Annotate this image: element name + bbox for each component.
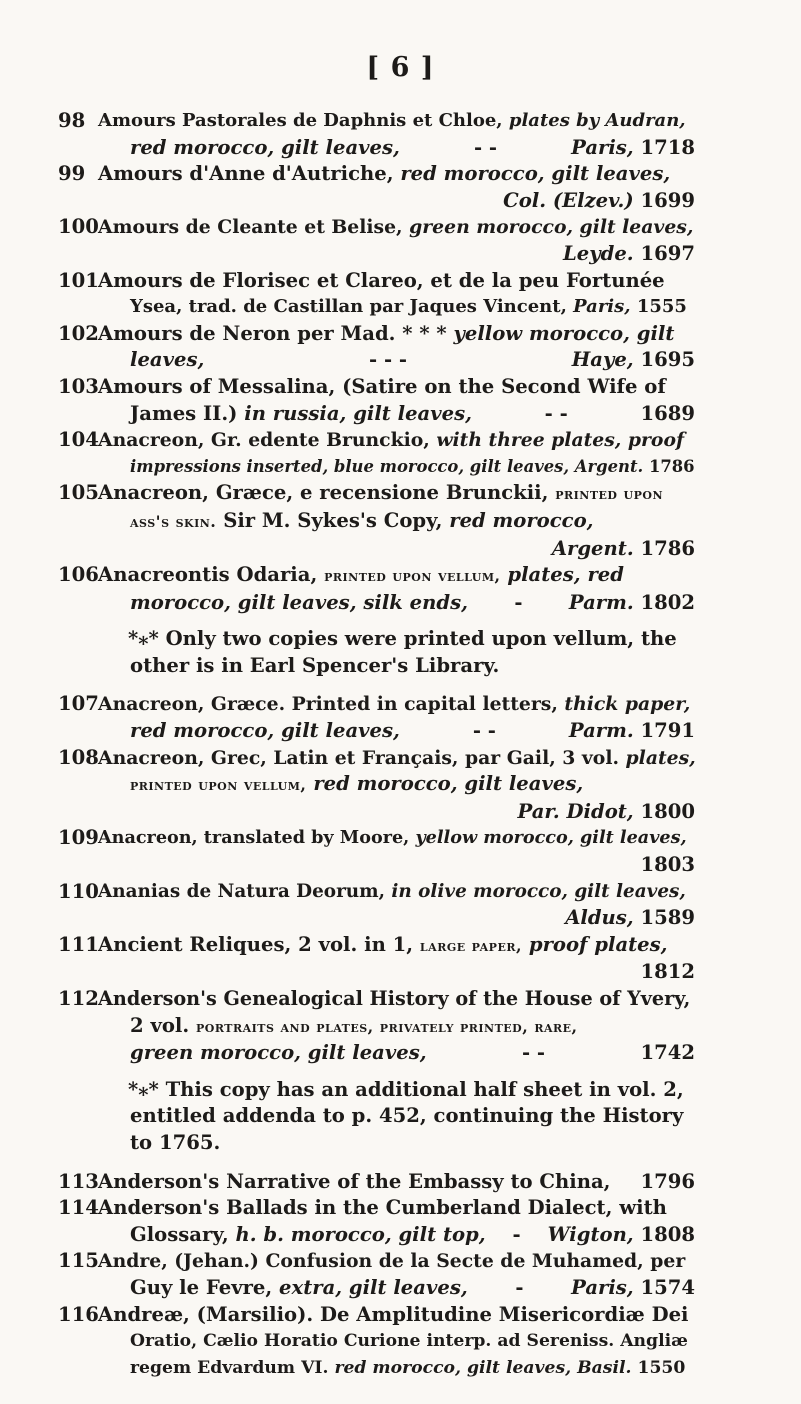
entry-114 [58, 1195, 695, 1248]
entry-number: 100 [58, 215, 99, 239]
entry-111 [58, 932, 695, 986]
entry-line: green morocco, gilt leaves, - - 1742 [130, 1041, 695, 1065]
page-number: [ 6 ] [366, 52, 435, 83]
note-line: entitled addenda to p. 452, continuing the History [130, 1104, 684, 1128]
entry-line: Guy le Fevre, extra, gilt leaves, - Paris, 1574 [130, 1275, 695, 1299]
entry-line: Anacreon, translated by Moore, yellow morocco, gilt leaves, [98, 827, 687, 849]
entry-113 [58, 1169, 695, 1196]
entry-line: Anacreon, Gr. edente Brunckio, with three plates, proof [98, 429, 685, 452]
entry-line: Ananias de Natura Deorum, in olive morocco, gilt leaves, [98, 880, 686, 902]
entry-line: Col. (Elzev.) 1699 [503, 188, 695, 212]
entry-line: Ancient Reliques, 2 vol. in 1, large paper, proof plates, [98, 932, 668, 956]
entry-101 [58, 268, 695, 321]
entry-line: red morocco, gilt leaves, - - Parm. 1791 [130, 719, 695, 743]
entry-line: Anderson's Ballads in the Cumberland Dialect, with [98, 1196, 667, 1220]
entry-112 [58, 986, 695, 1067]
entry-number: 98 [58, 109, 86, 132]
catalogue-entries [58, 108, 696, 1381]
entry-line: Anderson's Narrative of the Embassy to China, 1796 [98, 1169, 695, 1193]
entry-line: leaves, - - - Haye, 1695 [130, 348, 695, 372]
entry-line: Argent. 1786 [551, 536, 695, 560]
entry-number: 112 [58, 987, 99, 1010]
entry-line: Anderson's Genealogical History of the House of Yvery, [98, 987, 691, 1010]
entry-98 [58, 108, 695, 161]
entry-line: Amours de Neron per Mad. * * * yellow morocco, gilt [98, 321, 675, 345]
entry-number: 116 [58, 1302, 99, 1326]
entry-number: 110 [58, 879, 99, 903]
entry-number: 105 [58, 481, 99, 505]
entry-number: 114 [58, 1196, 99, 1220]
entry-line: printed upon vellum, red morocco, gilt leaves, [130, 772, 584, 796]
entry-line: Par. Didot, 1800 [517, 799, 695, 823]
entry-line: Amours d'Anne d'Autriche, red morocco, gilt leaves, [98, 162, 671, 186]
entry-109 [58, 825, 695, 878]
entry-104 [58, 427, 695, 480]
entry-number: 104 [58, 428, 99, 452]
entry-number: 103 [58, 374, 99, 398]
entry-line: regem Edvardum VI. red morocco, gilt leaves, Basil. 1550 [130, 1357, 686, 1378]
note-line: other is in Earl Spencer's Library. [130, 653, 500, 677]
entry-line: Glossary, h. b. morocco, gilt top, - Wigton, 1808 [130, 1222, 695, 1246]
entry-line: James II.) in russia, gilt leaves, - - 1689 [130, 401, 695, 425]
entry-line: 1812 [640, 960, 695, 984]
entry-110 [58, 879, 695, 932]
entry-line: Anacreon, Grec, Latin et Français, par Gail, 3 vol. plates, [98, 746, 696, 769]
entry-line: Amours of Messalina, (Satire on the Second Wife of [98, 374, 666, 398]
entry-107 [58, 691, 695, 744]
entry-108 [58, 745, 696, 826]
entry-number: 111 [58, 932, 99, 956]
entry-line: 2 vol. portraits and plates, privately printed, rare, [130, 1013, 578, 1037]
entry-105 [58, 480, 695, 562]
entry-number: 108 [58, 745, 99, 769]
entry-line: Aldus, 1589 [565, 906, 695, 930]
entry-line: red morocco, gilt leaves, - - Paris, 1718 [130, 135, 695, 159]
entry-line: Anacreon, Græce, e recensione Brunckii, printed upon [98, 481, 664, 505]
entry-number: 106 [58, 563, 99, 587]
entry-103 [58, 374, 695, 427]
entry-line: Amours de Cleante et Belise, green morocco, gilt leaves, [98, 216, 694, 239]
entry-line: Andreæ, (Marsilio). De Amplitudine Misericordiæ Dei [98, 1302, 689, 1326]
entry-line: Anacreontis Odaria, printed upon vellum, plates, red [98, 563, 624, 587]
entry-102 [58, 321, 695, 374]
entry-line: impressions inserted, blue morocco, gilt leaves, Argent. 1786 [130, 456, 695, 476]
entry-116 [58, 1302, 695, 1382]
entry-115 [58, 1248, 695, 1301]
note-line: *⁎* Only two copies were printed upon vellum, the [128, 627, 677, 651]
entry-number: 115 [58, 1249, 99, 1273]
entry-line: morocco, gilt leaves, silk ends, - Parm. 1802 [130, 590, 695, 614]
entry-line: Amours de Florisec et Clareo, et de la peu Fortunée [98, 268, 665, 292]
entry-line: ass's skin. Sir M. Sykes's Copy, red morocco, [130, 508, 594, 532]
entry-100 [58, 214, 695, 267]
entry-99 [58, 161, 695, 214]
entry-112-note [98, 1077, 695, 1157]
entry-number: 109 [58, 826, 99, 850]
entry-number: 101 [58, 268, 99, 292]
note-line: *⁎* This copy has an additional half sheet in vol. 2, [128, 1077, 684, 1101]
entry-line: Anacreon, Græce. Printed in capital letters, thick paper, [98, 693, 691, 716]
entry-line: 1803 [640, 853, 695, 877]
entry-number: 102 [58, 321, 99, 345]
entry-line: Ysea, trad. de Castillan par Jaques Vincent, Paris, 1555 [130, 296, 687, 318]
entry-number: 113 [58, 1169, 99, 1193]
note-line: to 1765. [130, 1130, 221, 1154]
entry-line: Amours Pastorales de Daphnis et Chloe, plates by Audran, [98, 110, 686, 131]
entry-106-note [98, 626, 695, 679]
entry-106 [58, 562, 695, 616]
entry-number: 99 [58, 162, 86, 186]
entry-line: Oratio, Cælio Horatio Curione interp. ad Sereniss. Angliæ [130, 1331, 688, 1352]
entry-number: 107 [58, 692, 99, 716]
entry-line: Leyde. 1697 [563, 241, 695, 265]
entry-line: Andre, (Jehan.) Confusion de la Secte de Muhamed, per [98, 1250, 686, 1273]
